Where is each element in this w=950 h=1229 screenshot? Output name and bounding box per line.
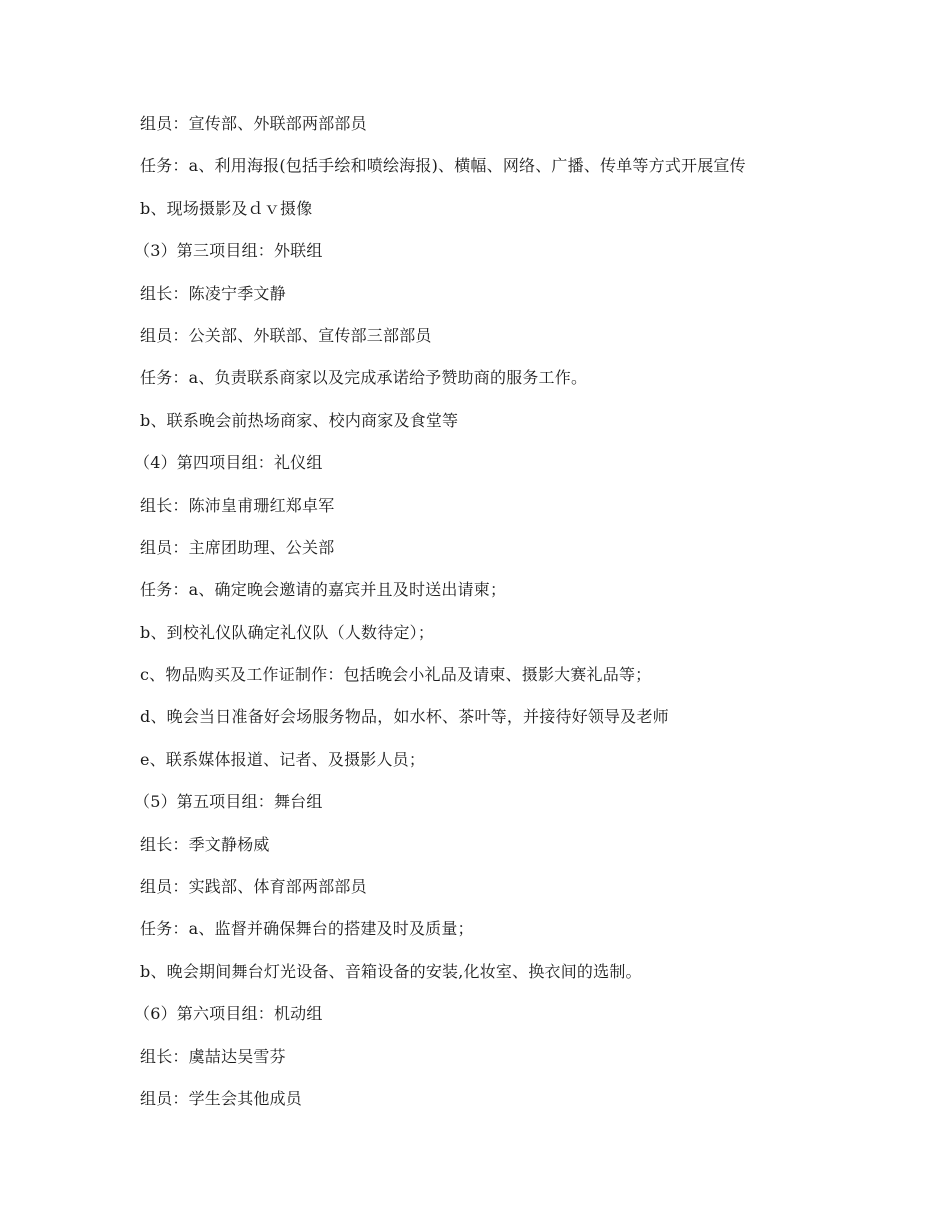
text-line: c、物品购买及工作证制作：包括晚会小礼品及请柬、摄影大赛礼品等；	[140, 665, 652, 685]
text-line: b、现场摄影及ｄｖ摄像	[140, 198, 313, 218]
text-line: 任务：a、确定晚会邀请的嘉宾并且及时送出请柬；	[140, 580, 507, 600]
text-line: d、晚会当日准备好会场服务物品，如水杯、茶叶等，并接待好领导及老师	[140, 707, 669, 727]
text-line: 组长：季文静杨威	[140, 834, 270, 854]
text-line: 任务：a、利用海报(包括手绘和喷绘海报)、横幅、网络、广播、传单等方式开展宣传	[140, 156, 746, 176]
text-line: 组员：宣传部、外联部两部部员	[140, 114, 367, 133]
text-line: 组长：陈凌宁季文静	[140, 283, 286, 303]
text-line: b、联系晚会前热场商家、校内商家及食堂等	[140, 410, 459, 430]
section-heading: （6）第六项目组：机动组	[134, 1004, 323, 1024]
text-line: 组员：学生会其他成员	[140, 1088, 303, 1108]
text-line: 组员：实践部、体育部两部部员	[140, 877, 367, 897]
text-line: 组员：主席团助理、公关部	[140, 537, 335, 557]
section-heading: （4）第四项目组：礼仪组	[134, 453, 323, 473]
text-line: b、到校礼仪队确定礼仪队（人数待定）；	[140, 622, 435, 642]
text-line: 任务：a、监督并确保舞台的搭建及时及质量；	[140, 919, 474, 939]
text-line: 任务：a、负责联系商家以及完成承诺给予赞助商的服务工作。	[140, 368, 588, 388]
text-line: 组员：公关部、外联部、宣传部三部部员	[140, 325, 432, 345]
document-body	[134, 111, 900, 1128]
section-heading: （3）第三项目组：外联组	[134, 241, 323, 261]
text-line: 组长：虞喆达吴雪芬	[140, 1046, 286, 1066]
text-line: 组长：陈沛皇甫珊红郑卓军	[140, 495, 335, 515]
text-line: e、联系媒体报道、记者、及摄影人员；	[140, 749, 426, 769]
text-line: b、晚会期间舞台灯光设备、音箱设备的安装,化妆室、换衣间的选制。	[140, 961, 642, 981]
section-heading: （5）第五项目组：舞台组	[134, 792, 323, 812]
